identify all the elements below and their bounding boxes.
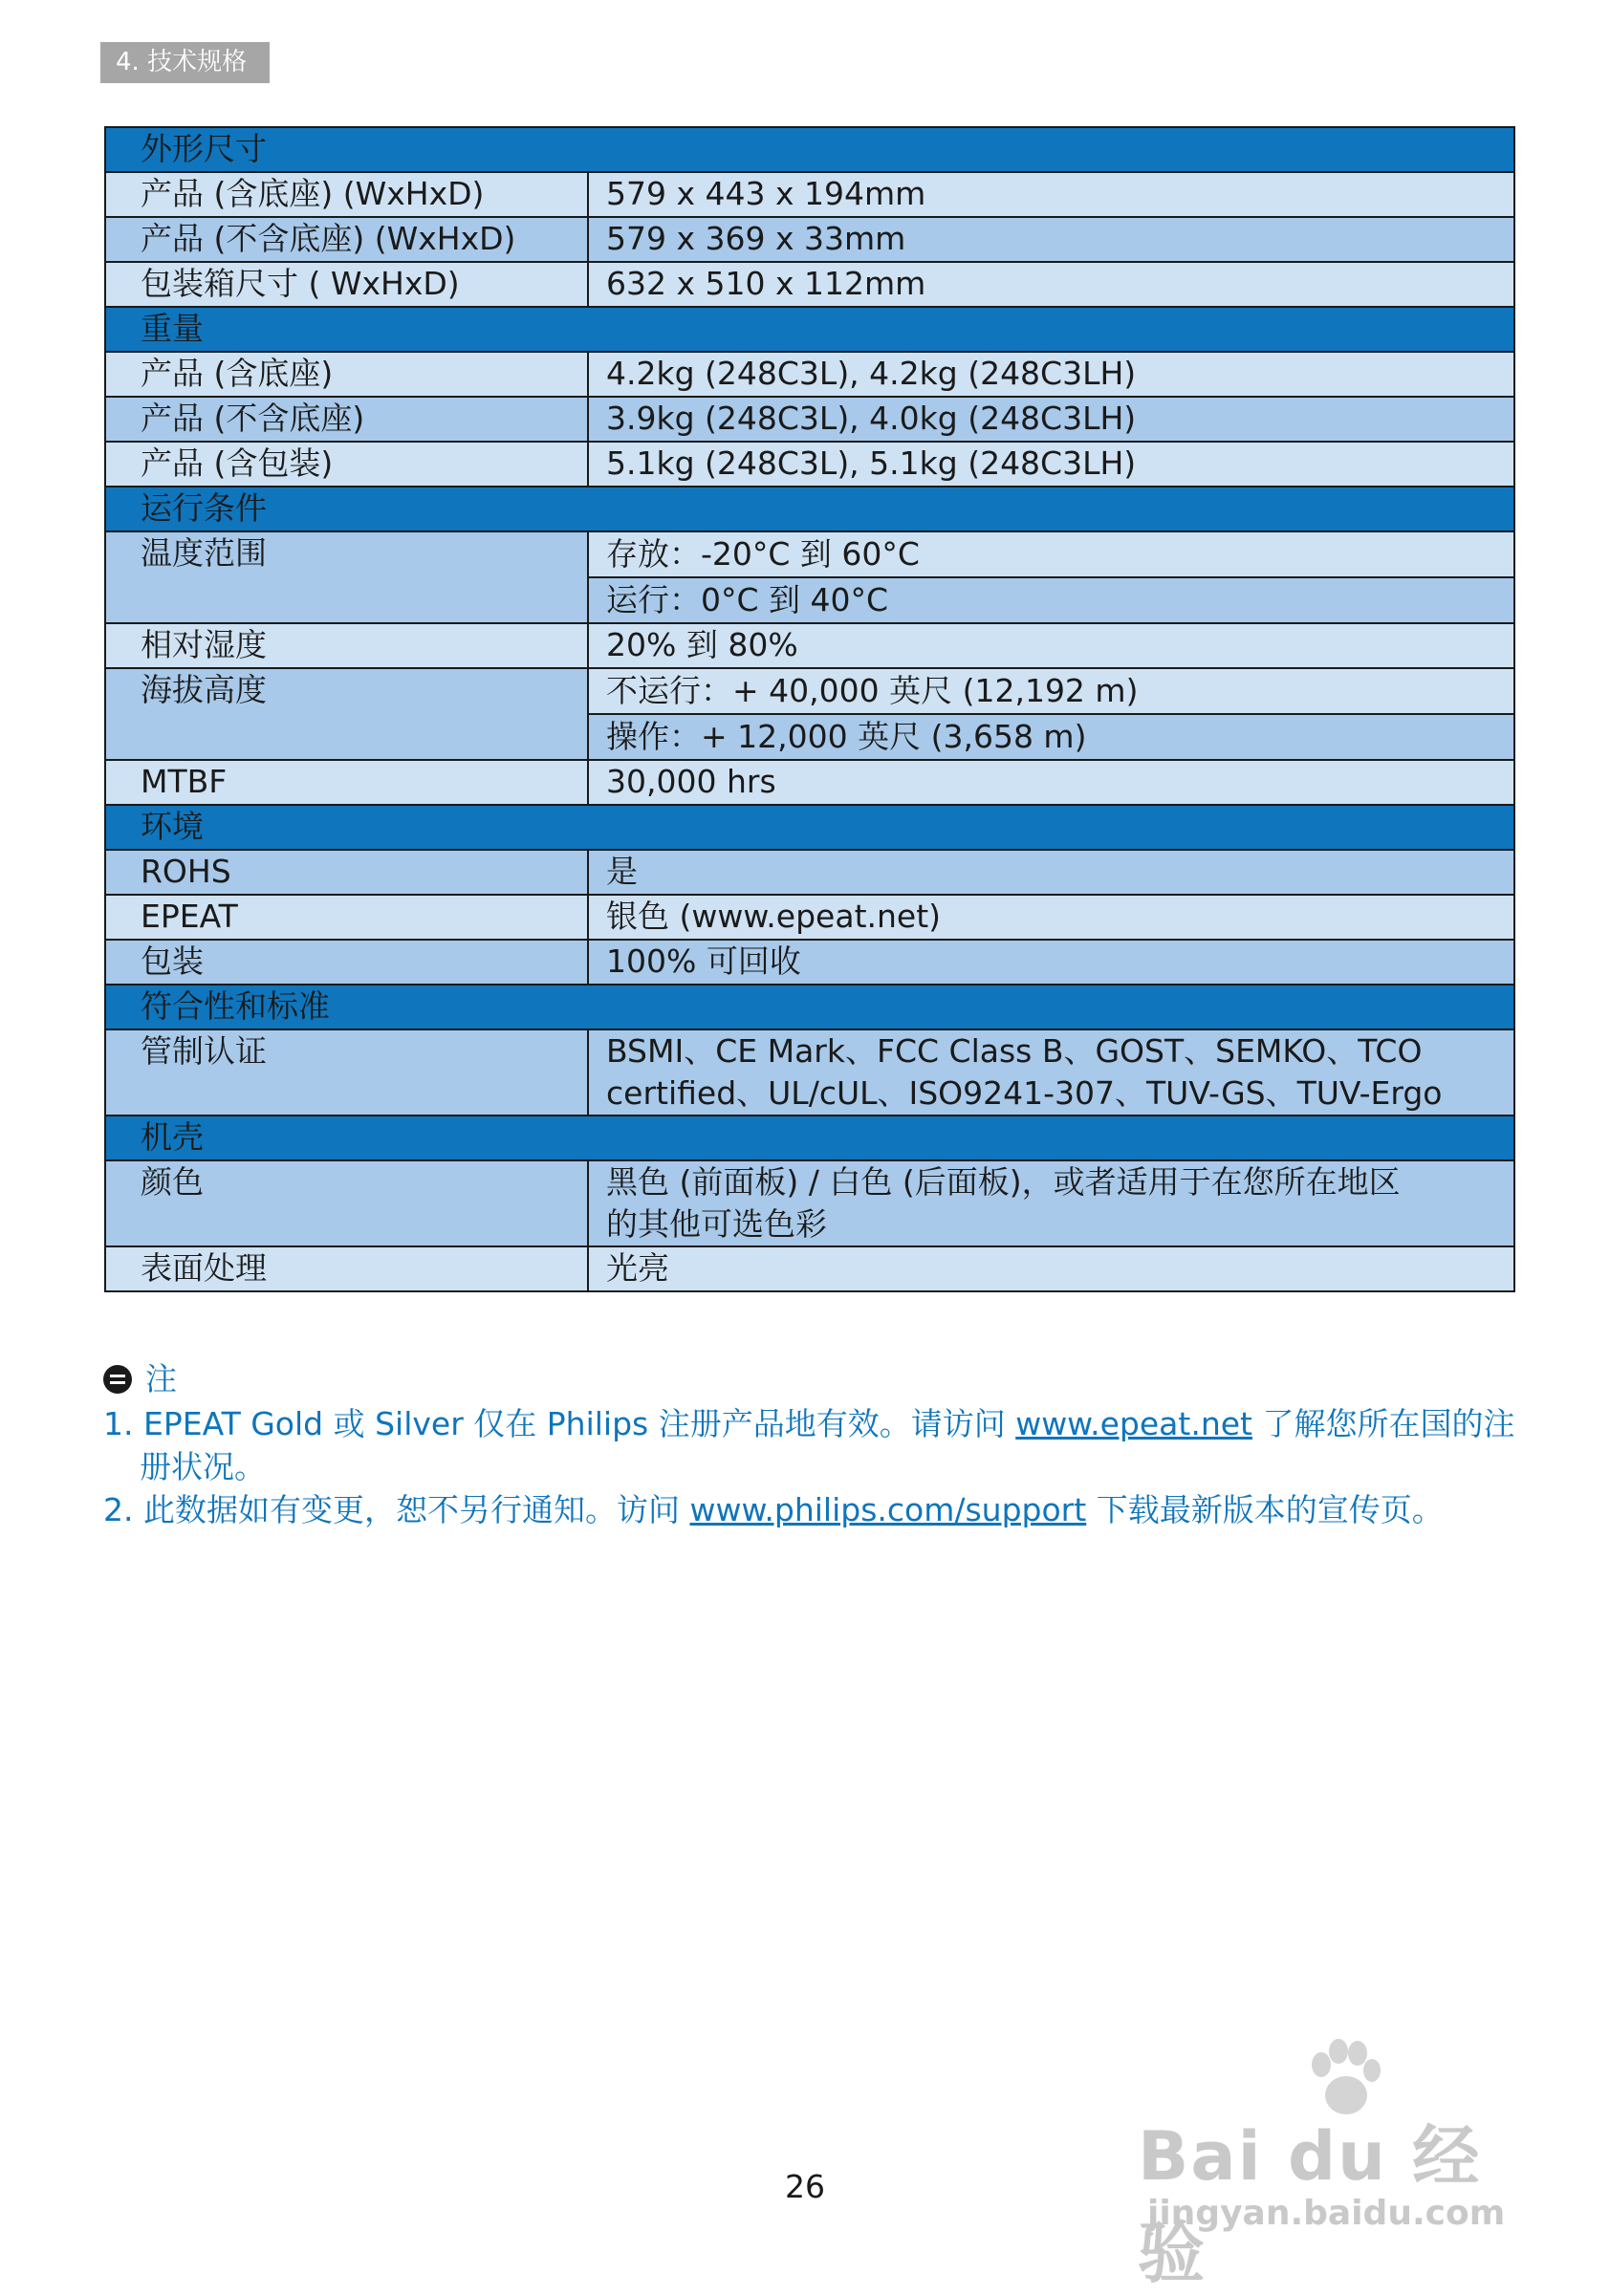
section-title: 机壳 xyxy=(105,1116,1514,1160)
table-row xyxy=(105,668,1514,760)
table-row xyxy=(105,940,1514,985)
table-row xyxy=(105,623,1514,668)
row-label: 温度范围 xyxy=(105,531,588,623)
table-row xyxy=(105,217,1514,262)
section-header-compliance xyxy=(105,985,1514,1029)
row-label: 产品 (含底座) (WxHxD) xyxy=(105,172,588,217)
row-label: 包装 xyxy=(105,940,588,985)
section-title: 外形尺寸 xyxy=(105,127,1514,172)
row-label: 产品 (不含底座) (WxHxD) xyxy=(105,217,588,262)
table-row xyxy=(105,397,1514,442)
row-label: 产品 (含包装) xyxy=(105,442,588,487)
note-text: 了解您所在国的注 xyxy=(1252,1405,1515,1442)
notes-header xyxy=(103,1357,1518,1400)
row-value: 运行：0°C 到 40°C xyxy=(589,578,1513,622)
table-row xyxy=(105,531,1514,623)
notes-heading: 注 xyxy=(145,1360,177,1397)
row-value-group xyxy=(588,1029,1514,1116)
row-value: 3.9kg (248C3L), 4.0kg (248C3LH) xyxy=(588,397,1514,442)
row-label: 产品 (不含底座) xyxy=(105,397,588,442)
row-value: 579 x 369 x 33mm xyxy=(588,217,1514,262)
table-row xyxy=(105,1246,1514,1291)
row-value-group xyxy=(588,531,1514,623)
row-label: 颜色 xyxy=(105,1160,588,1246)
watermark-brand: Bai du 经验 xyxy=(1138,2117,1482,2292)
row-label: 包装箱尺寸 ( WxHxD) xyxy=(105,262,588,307)
row-value: 是 xyxy=(588,850,1514,895)
section-title: 运行条件 xyxy=(105,487,1514,531)
row-value: 不运行：+ 40,000 英尺 (12,192 m) xyxy=(589,669,1513,715)
row-value: 100% 可回收 xyxy=(588,940,1514,985)
watermark-url: jingyan.baidu.com xyxy=(1147,2194,1506,2233)
note-icon xyxy=(103,1365,132,1394)
row-label: EPEAT xyxy=(105,895,588,940)
table-row xyxy=(105,262,1514,307)
section-header-environment xyxy=(105,805,1514,850)
row-label: 管制认证 xyxy=(105,1029,588,1116)
row-value: 5.1kg (248C3L), 5.1kg (248C3LH) xyxy=(588,442,1514,487)
row-value: 632 x 510 x 112mm xyxy=(588,262,1514,307)
page-number: 26 xyxy=(785,2168,825,2205)
table-row xyxy=(105,1160,1514,1246)
section-header-weight xyxy=(105,307,1514,352)
table-row xyxy=(105,1029,1514,1116)
row-value: 20% 到 80% xyxy=(588,623,1514,668)
row-value: 的其他可选色彩 xyxy=(606,1205,827,1243)
row-value: 银色 (www.epeat.net) xyxy=(588,895,1514,940)
row-value-group xyxy=(588,1160,1514,1246)
note-item xyxy=(103,1488,1518,1531)
row-value: 存放：-20°C 到 60°C xyxy=(589,532,1513,578)
row-value: 黑色 (前面板) / 白色 (后面板)，或者适用于在您所在地区 xyxy=(606,1163,1401,1201)
row-value: 光亮 xyxy=(588,1246,1514,1291)
epeat-link[interactable]: www.epeat.net xyxy=(1015,1405,1252,1442)
row-label: ROHS xyxy=(105,850,588,895)
row-label: 海拔高度 xyxy=(105,668,588,760)
section-tag: 4. 技术规格 xyxy=(100,42,270,83)
row-label: 相对湿度 xyxy=(105,623,588,668)
section-title: 环境 xyxy=(105,805,1514,850)
note-item xyxy=(103,1402,1518,1488)
table-row xyxy=(105,850,1514,895)
table-row xyxy=(105,442,1514,487)
note-text: 册状况。 xyxy=(140,1448,266,1485)
baidu-watermark xyxy=(1138,2017,1539,2292)
section-title: 符合性和标准 xyxy=(105,985,1514,1029)
row-label: 表面处理 xyxy=(105,1246,588,1291)
section-header-dimensions xyxy=(105,127,1514,172)
row-label: MTBF xyxy=(105,760,588,805)
table-row xyxy=(105,352,1514,397)
section-title: 重量 xyxy=(105,307,1514,352)
table-row xyxy=(105,895,1514,940)
note-text: 2. 此数据如有变更，恕不另行通知。访问 xyxy=(103,1491,690,1528)
spec-table xyxy=(104,126,1515,1292)
row-value: 30,000 hrs xyxy=(588,760,1514,805)
note-text: 下载最新版本的宣传页。 xyxy=(1086,1491,1444,1528)
table-row xyxy=(105,172,1514,217)
section-header-cabinet xyxy=(105,1116,1514,1160)
philips-support-link[interactable]: www.philips.com/support xyxy=(689,1491,1087,1528)
row-value: BSMI、CE Mark、FCC Class B、GOST、SEMKO、TCO xyxy=(606,1032,1423,1070)
table-row xyxy=(105,760,1514,805)
note-text: 1. EPEAT Gold 或 Silver 仅在 Philips 注册产品地有效。请访问 xyxy=(103,1405,1016,1442)
row-value: 操作：+ 12,000 英尺 (3,658 m) xyxy=(589,715,1513,759)
row-value: 4.2kg (248C3L), 4.2kg (248C3LH) xyxy=(588,352,1514,397)
row-label: 产品 (含底座) xyxy=(105,352,588,397)
row-value: 579 x 443 x 194mm xyxy=(588,172,1514,217)
row-value-group xyxy=(588,668,1514,760)
notes-section xyxy=(103,1357,1518,1531)
row-value: certified、UL/cUL、ISO9241-307、TUV-GS、TUV-Ergo xyxy=(606,1074,1443,1112)
section-header-operating xyxy=(105,487,1514,531)
